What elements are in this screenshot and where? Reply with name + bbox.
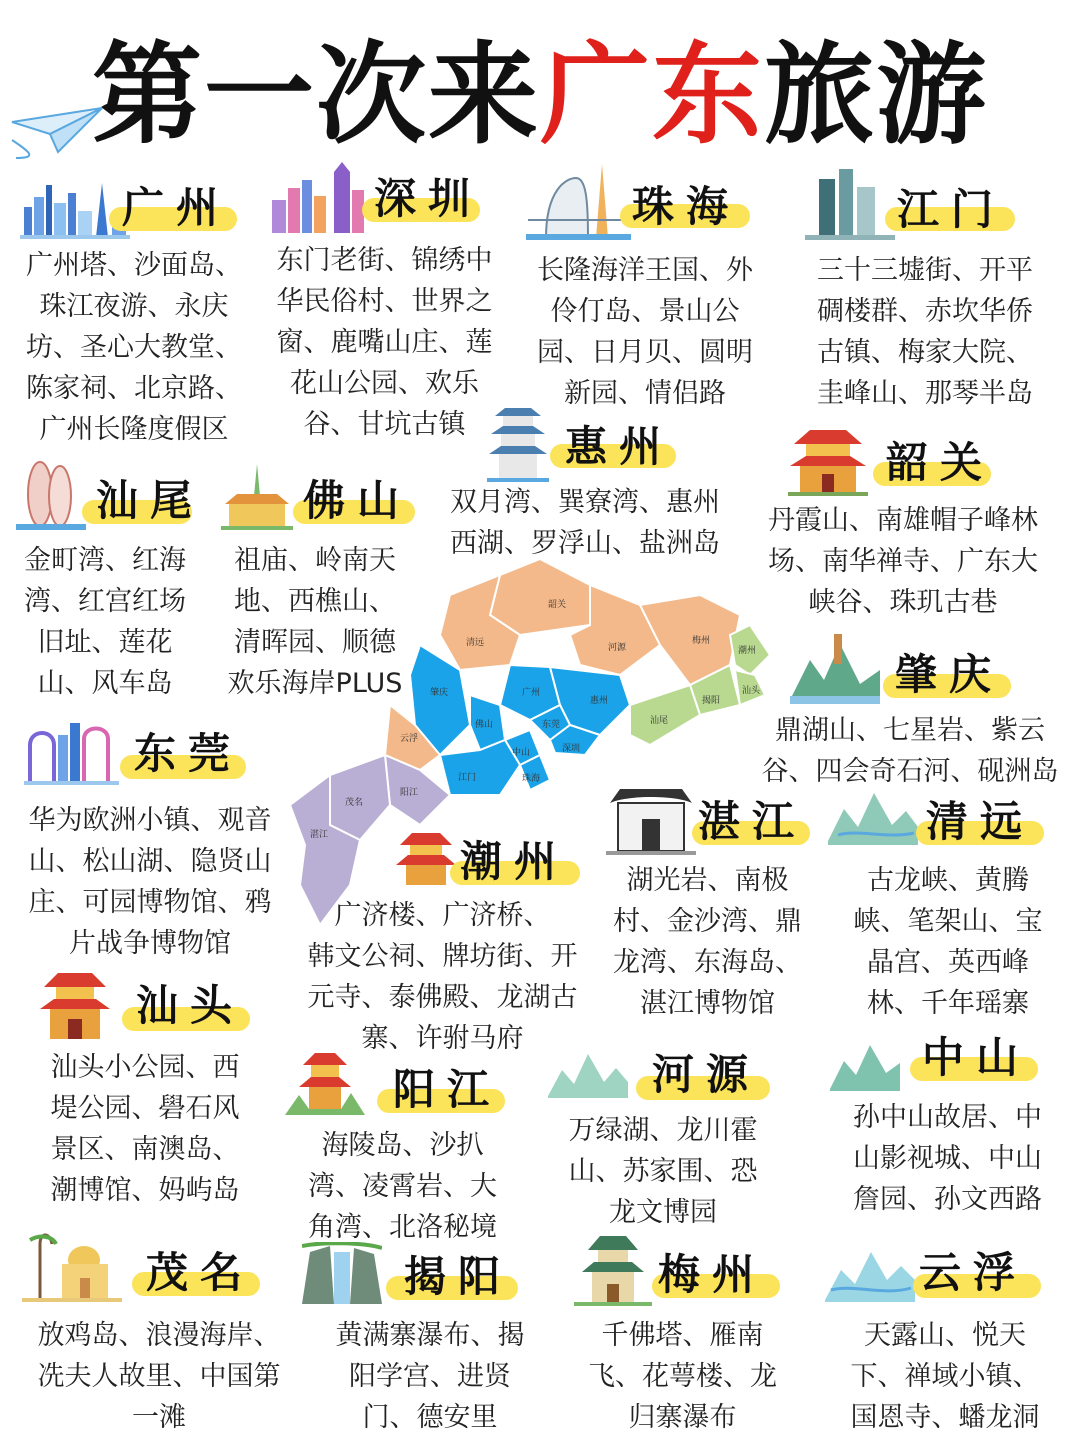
map-label: 梅州 — [692, 636, 711, 646]
city-name: 东莞 — [134, 729, 243, 778]
city-name: 江门 — [897, 185, 1006, 234]
foshan-building-icon — [221, 460, 293, 530]
city-qingyuan — [828, 775, 1068, 1024]
city-description: 三十三墟街、开平 碉楼群、赤坎华侨 古镇、梅家大院、 圭峰山、那琴半岛 — [817, 255, 1033, 409]
city-description: 华为欧洲小镇、观音 山、松山湖、隐贤山 庄、可园博物馆、鸦 片战争博物馆 — [28, 805, 272, 959]
city-jiangmen — [785, 165, 1065, 414]
map-label: 肇庆 — [430, 688, 449, 698]
city-name: 云浮 — [919, 1248, 1028, 1297]
city-description: 孙中山故居、中 山影视城、中山 詹园、孙文西路 — [853, 1102, 1042, 1215]
city-yangjiang — [285, 1045, 520, 1248]
city-description: 汕头小公园、西 堤公园、礐石风 景区、南澳岛、 潮博馆、妈屿岛 — [50, 1052, 240, 1206]
map-region-shanwei — [630, 685, 700, 745]
zhaoqing-mountain-icon — [790, 630, 880, 705]
city-dongguan — [10, 715, 290, 964]
city-name: 河源 — [652, 1050, 761, 1099]
city-shanwei — [10, 460, 205, 704]
jieyang-waterfall-icon — [302, 1242, 382, 1304]
shanwei-tower-icon — [16, 460, 86, 530]
city-shantou — [10, 965, 280, 1211]
map-region-shaoguan — [490, 559, 590, 635]
map-label: 清远 — [466, 638, 485, 648]
map-label: 云浮 — [400, 734, 419, 744]
city-guangzhou — [14, 175, 254, 450]
map-label: 阳江 — [400, 788, 419, 798]
city-zhuhai — [520, 160, 770, 414]
city-name: 潮州 — [460, 837, 569, 886]
map-label: 惠州 — [590, 696, 609, 706]
city-description: 天露山、悦天 下、禅域小镇、 国恩寺、蟠龙洞 — [850, 1320, 1040, 1433]
yangjiang-tower-icon — [285, 1045, 365, 1119]
zhongshan-landscape-icon — [830, 1035, 900, 1091]
city-maoming — [14, 1230, 304, 1438]
shantou-pavilion-icon — [38, 965, 112, 1043]
map-label: 湛江 — [310, 830, 329, 840]
map-label: 佛山 — [475, 720, 494, 730]
city-name: 佛山 — [303, 476, 412, 525]
dongguan-skyline-icon — [24, 715, 119, 785]
city-description: 广州塔、沙面岛、 珠江夜游、永庆 坊、圣心大教堂、 陈家祠、北京路、 广州长隆度假区 — [26, 250, 242, 445]
heyuan-landscape-icon — [548, 1042, 628, 1098]
city-description: 东门老街、锦绣中 华民俗村、世界之 窗、鹿嘴山庄、莲 花山公园、欢乐 谷、甘坑古镇 — [276, 245, 493, 440]
map-label: 江门 — [458, 773, 477, 783]
city-zhongshan — [830, 1015, 1065, 1220]
city-description: 丹霞山、南雄帽子峰林 场、南华禅寺、广东大 峡谷、珠玑古巷 — [768, 505, 1038, 618]
page-title: 第一次来广东旅游 — [92, 31, 988, 159]
city-description: 祖庙、岭南天 地、西樵山、 清晖园、顺德 欢乐海岸PLUS — [227, 545, 403, 699]
map-label: 东莞 — [542, 720, 561, 730]
city-description: 长隆海洋王国、外 伶仃岛、景山公 园、日月贝、圆明 新园、情侣路 — [537, 255, 753, 409]
city-name: 湛江 — [698, 797, 807, 846]
city-description: 黄满寨瀑布、揭 阳学宫、进贤 门、德安里 — [335, 1320, 525, 1433]
maoming-palace-icon — [22, 1230, 122, 1302]
city-name: 茂名 — [146, 1248, 255, 1297]
yunfu-landscape-icon — [825, 1240, 915, 1302]
map-label: 中山 — [512, 748, 531, 758]
map-label: 珠海 — [522, 774, 541, 784]
city-zhaoqing — [745, 630, 1075, 792]
map-label: 茂名 — [345, 798, 364, 808]
city-heyuan — [548, 1030, 778, 1233]
city-name: 韶关 — [886, 438, 995, 487]
guangdong-map — [290, 555, 790, 935]
city-name: 广州 — [122, 183, 231, 232]
city-name: 汕头 — [136, 981, 245, 1030]
map-label: 广州 — [522, 688, 541, 698]
paper-plane-icon — [10, 100, 105, 160]
city-description: 放鸡岛、浪漫海岸、 冼夫人故里、中国第 一滩 — [37, 1320, 281, 1433]
city-description: 千佛塔、雁南 飞、花萼楼、龙 归寨瀑布 — [588, 1320, 777, 1433]
city-description: 万绿湖、龙川霍 山、苏家围、恐 龙文博园 — [568, 1115, 758, 1228]
city-jieyang — [300, 1230, 560, 1438]
city-description: 古龙峡、黄腾 峡、笔架山、宝 晶宫、英西峰 林、千年瑶寨 — [853, 865, 1043, 1019]
city-description: 广济楼、广济桥、 韩文公祠、牌坊街、开 元寺、泰佛殿、龙湖古 寨、许驸马府 — [307, 900, 578, 1054]
city-name: 梅州 — [658, 1250, 767, 1299]
city-name: 惠州 — [565, 422, 674, 471]
jiangmen-diaolou-icon — [805, 165, 895, 240]
city-name: 肇庆 — [895, 650, 1004, 699]
city-huizhou — [425, 400, 745, 564]
zhuhai-opera-house-icon — [526, 160, 631, 242]
city-name: 珠海 — [632, 182, 741, 231]
city-name: 中山 — [922, 1033, 1031, 1082]
city-name: 清远 — [926, 797, 1035, 846]
city-description: 湖光岩、南极 村、金沙湾、鼎 龙湾、东海岛、 湛江博物馆 — [613, 865, 802, 1019]
city-name: 揭阳 — [404, 1252, 513, 1301]
meizhou-pagoda-icon — [574, 1230, 652, 1306]
city-description: 金町湾、红海 湾、红宫红场 旧址、莲花 山、风车岛 — [24, 545, 186, 699]
map-label: 韶关 — [548, 600, 567, 610]
city-yunfu — [825, 1230, 1065, 1438]
shenzhen-skyline-icon — [268, 160, 368, 235]
city-description: 双月湾、巽寮湾、惠州 西湖、罗浮山、盐洲岛 — [450, 487, 720, 559]
map-label: 汕尾 — [650, 716, 669, 726]
qingyuan-landscape-icon — [828, 785, 918, 845]
city-meizhou — [570, 1230, 795, 1438]
city-description: 海陵岛、沙扒 湾、凌霄岩、大 角湾、北洛秘境 — [308, 1130, 497, 1243]
map-label: 揭阳 — [702, 696, 721, 706]
map-label: 深圳 — [562, 744, 581, 754]
city-name: 深圳 — [374, 174, 483, 223]
city-name: 汕尾 — [96, 476, 205, 525]
map-label: 潮州 — [738, 646, 757, 656]
huizhou-pagoda-icon — [487, 400, 549, 482]
city-description: 鼎湖山、七星岩、紫云 谷、四会奇石河、砚洲岛 — [761, 715, 1059, 787]
shaoguan-temple-icon — [788, 418, 868, 496]
map-label: 汕头 — [742, 686, 761, 696]
city-shaoguan — [748, 418, 1058, 623]
map-label: 河源 — [608, 643, 627, 653]
city-name: 阳江 — [393, 1065, 502, 1114]
